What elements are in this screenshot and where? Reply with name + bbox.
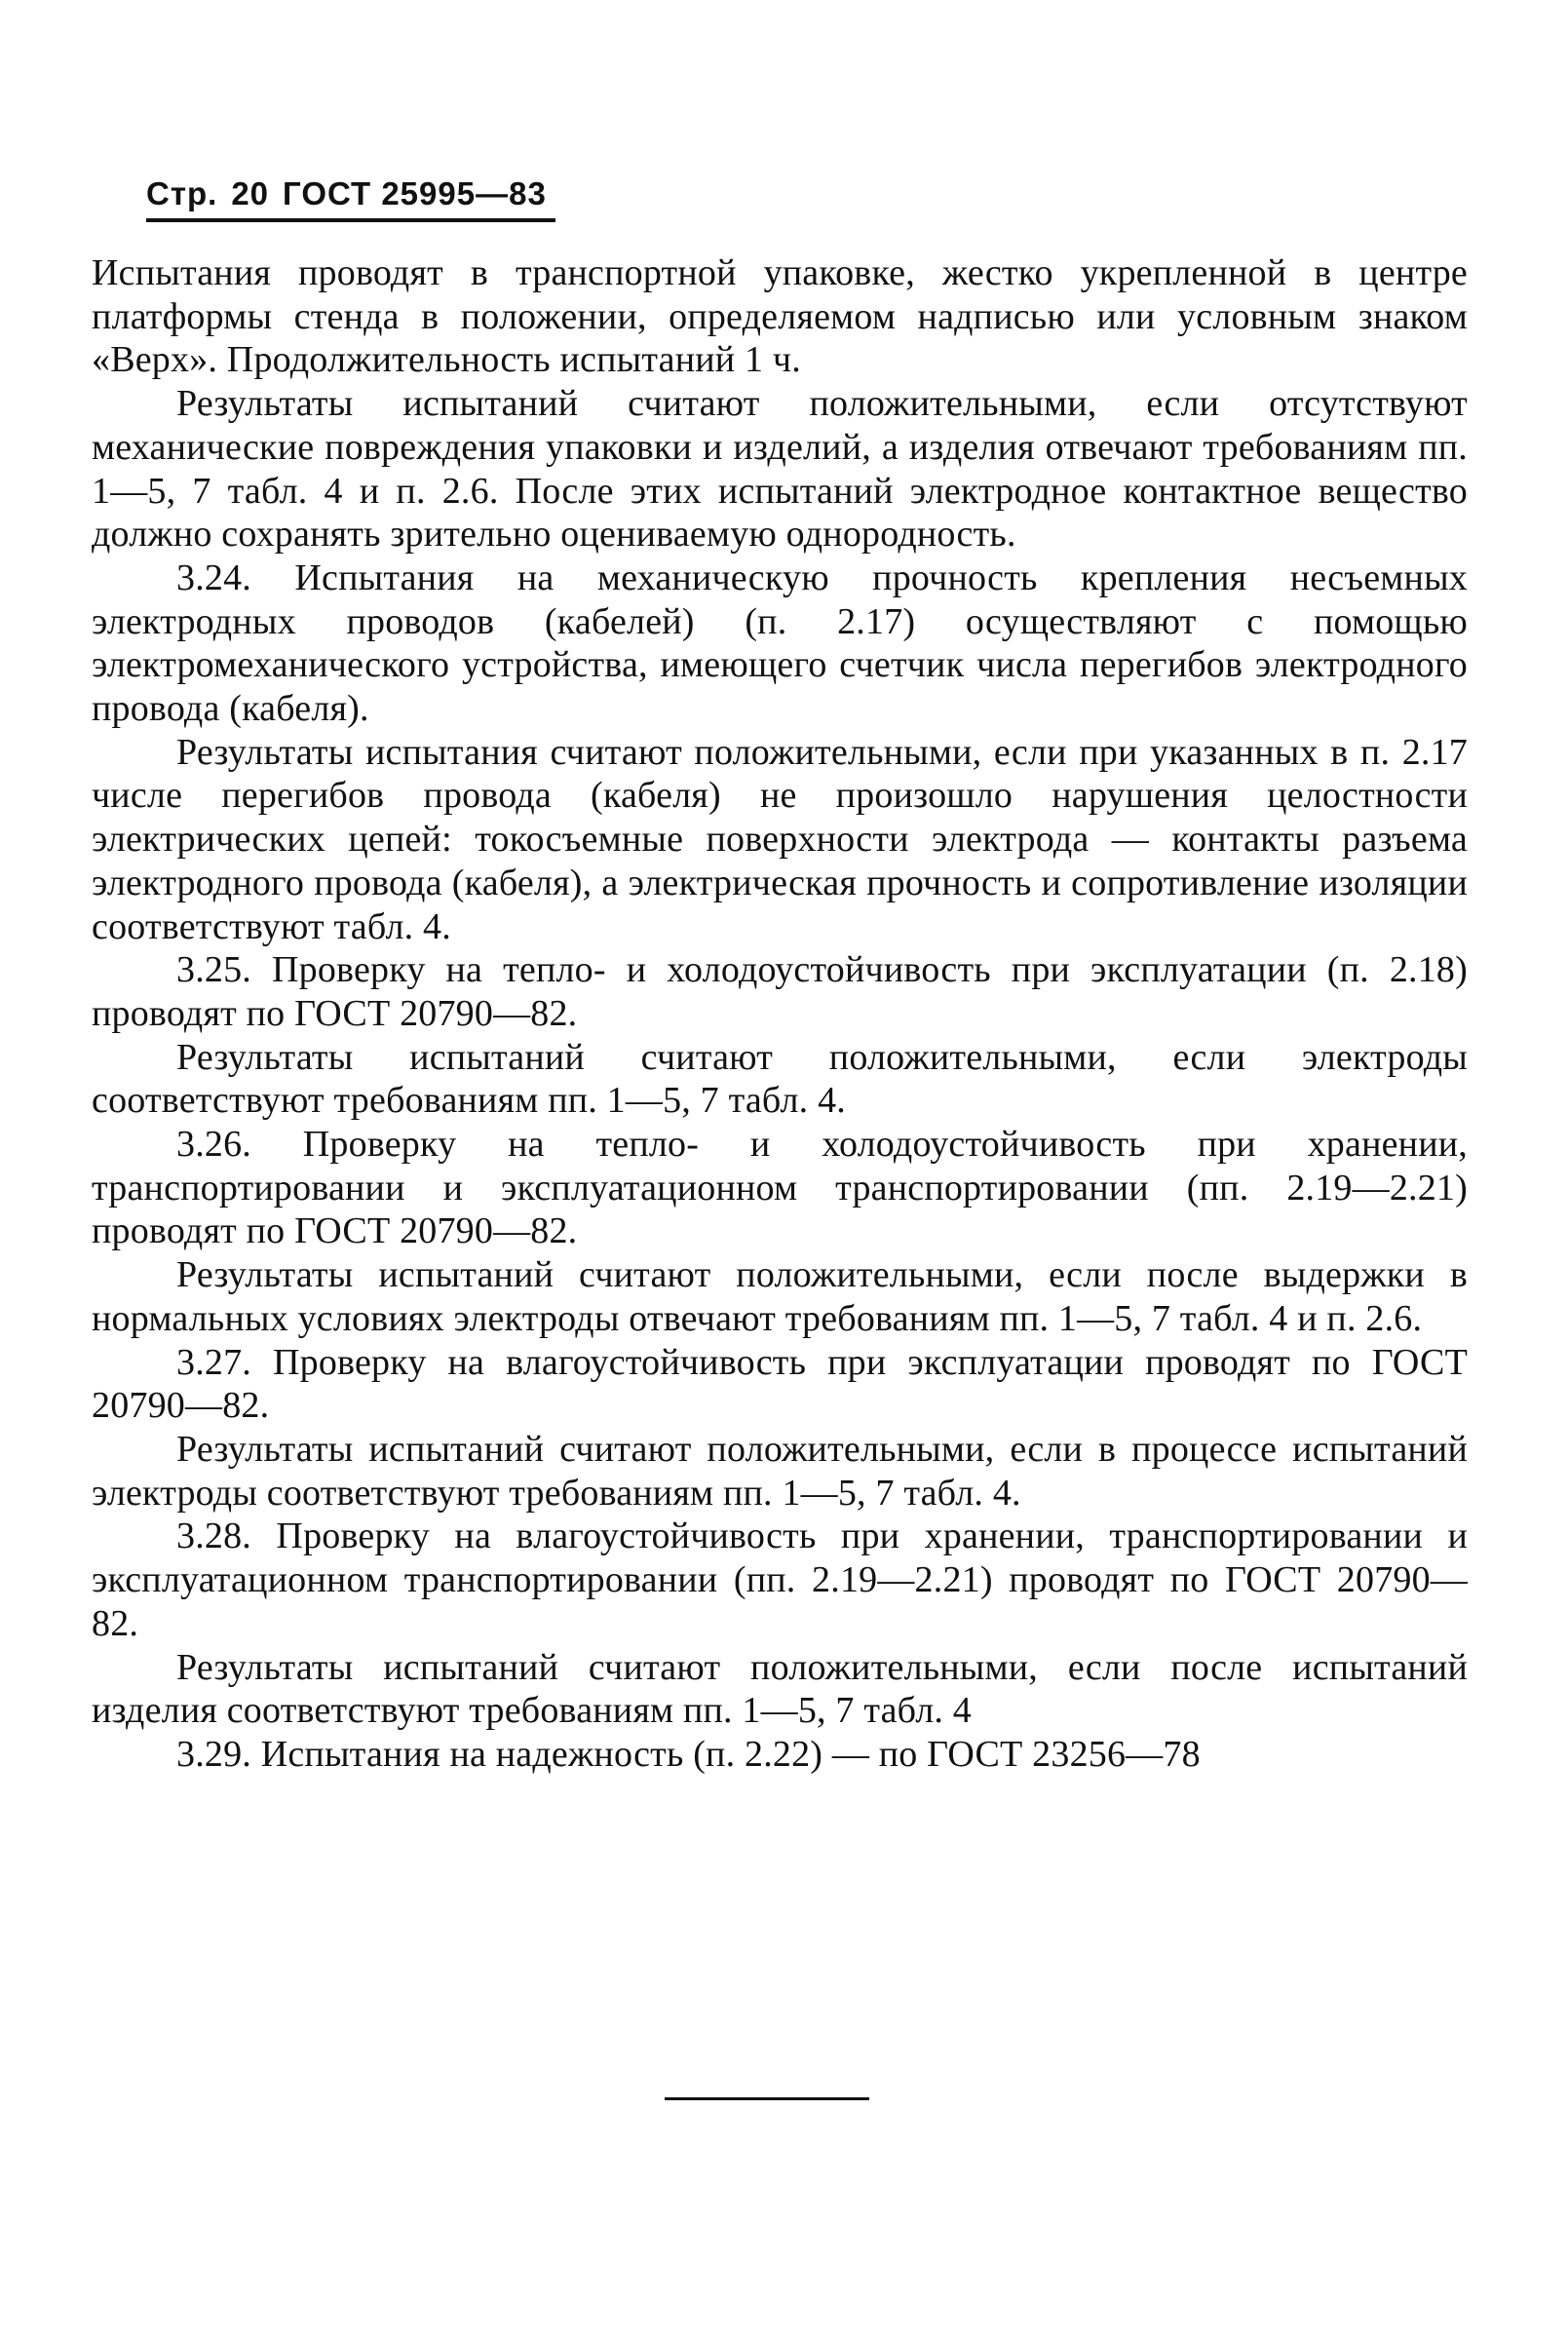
document-body: [92, 251, 1468, 1777]
paragraph-section-3-25: 3.25. Проверку на тепло- и холодоустойчивость при эксплуатации (п. 2.18) проводят по ГОСТ 20790—82.: [92, 949, 1468, 1034]
paragraph-section-3-27: 3.27. Проверку на влагоустойчивость при эксплуатации проводят по ГОСТ 20790—82.: [92, 1341, 1468, 1427]
standard-designation: ГОСТ 25995—83: [283, 175, 547, 211]
paragraph: Результаты испытаний считают положительными, если после выдержки в нормальных условиях электроды отвечают требованиям пп. 1—5, 7 табл. 4 и п. 2.6.: [92, 1254, 1468, 1339]
paragraph: Испытания проводят в транспортной упаковке, жестко укрепленной в центре платформы стенда в положении, определяемом надписью или условным знаком «Верх». Продолжительность испытаний 1 ч.: [92, 252, 1468, 381]
paragraph-section-3-24: 3.24. Испытания на механическую прочность крепления несъемных электродных проводов (кабелей) (п. 2.17) осуществляют с помощью электромеханического устройства, имеющего счетчик числа перегибов электродного провода (кабеля).: [92, 556, 1468, 730]
paragraph-section-3-28: 3.28. Проверку на влагоустойчивость при хранении, транспортировании и эксплуатационном транспортировании (пп. 2.19—2.21) проводят по ГОСТ 20790—82.: [92, 1515, 1468, 1644]
page-number: 20: [231, 175, 270, 211]
paragraph-section-3-29: 3.29. Испытания на надежность (п. 2.22) — по ГОСТ 23256—78: [176, 1733, 1201, 1775]
end-divider: [665, 2097, 869, 2100]
page-header: [146, 175, 555, 222]
paragraph: Результаты испытаний считают положительными, если в процессе испытаний электроды соответствуют требованиям пп. 1—5, 7 табл. 4.: [92, 1428, 1468, 1514]
paragraph: Результаты испытаний считают положительными, если отсутствуют механические повреждения упаковки и изделий, а изделия отвечают требованиям пп. 1—5, 7 табл. 4 и п. 2.6. После этих испытаний электродное контактное вещество должно сохранять зрительно оцениваемую однородность.: [92, 383, 1468, 556]
paragraph: Результаты испытаний считают положительными, если после испытаний изделия соответствуют требованиям пп. 1—5, 7 табл. 4: [92, 1646, 1468, 1732]
paragraph-section-3-26: 3.26. Проверку на тепло- и холодоустойчивость при хранении, транспортировании и эксплуатационном транспортировании (пп. 2.19—2.21) проводят по ГОСТ 20790—82.: [92, 1124, 1468, 1252]
paragraph: Результаты испытания считают положительными, если при указанных в п. 2.17 числе перегибов провода (кабеля) не произошло нарушения целостности электрических цепей: токосъемные поверхности электрода — контакты разъема электродного провода (кабеля), а электрическая прочность и сопротивление изоляции соответствуют табл. 4.: [92, 731, 1468, 947]
page-label: Стр.: [146, 175, 218, 211]
paragraph: Результаты испытаний считают положительными, если электроды соответствуют требованиям пп. 1—5, 7 табл. 4.: [92, 1036, 1468, 1122]
